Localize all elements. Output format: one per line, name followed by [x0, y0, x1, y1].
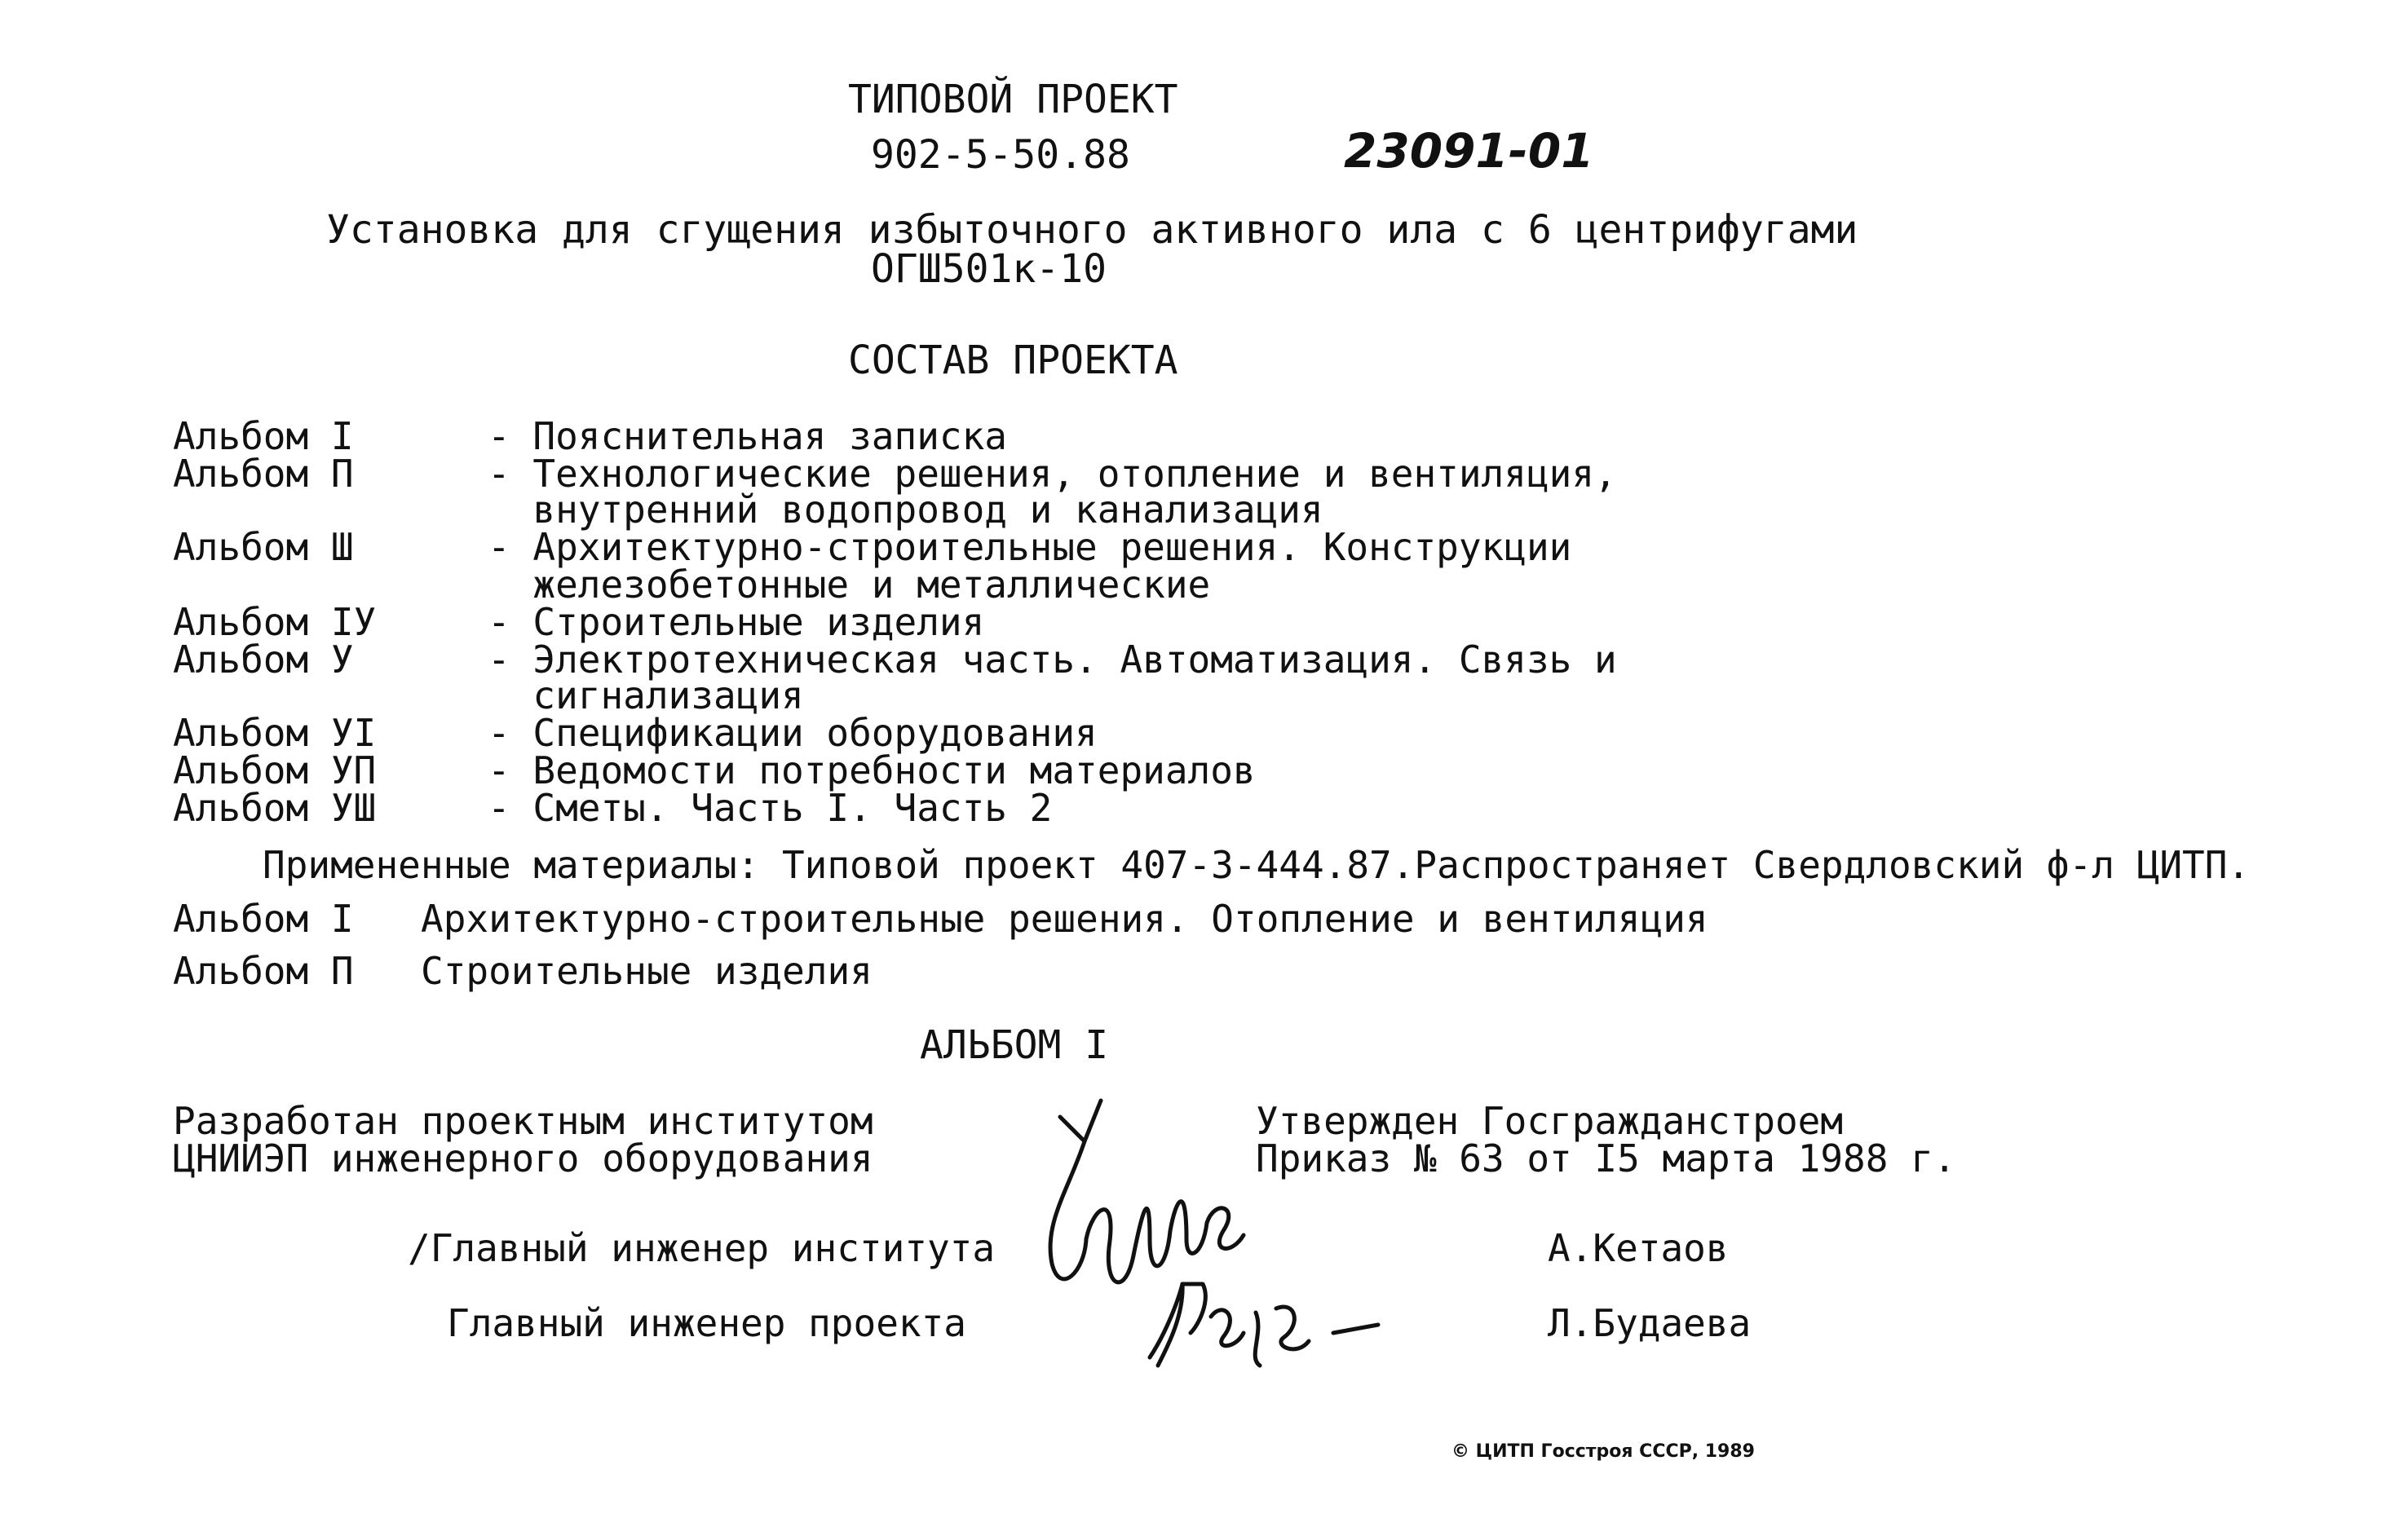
applied-materials-line: Примененные материалы: Типовой проект 407-3-444.87.Распространяет Свердловский ф-л ЦИТП. — [263, 843, 2251, 887]
signatory-role: Главный инженер проекта — [447, 1301, 966, 1345]
approved-by-line-2: Приказ № 63 от I5 марта 1988 г. — [1256, 1136, 1956, 1180]
album-label: Альбом Ш — [173, 525, 354, 569]
album-label: Альбом УI — [173, 711, 377, 755]
developed-by-line-1: Разработан проектным институтом — [173, 1099, 873, 1143]
album-desc: - Электротехническая часть. Автоматизация. Связь и — [488, 638, 1617, 682]
album-label: Альбом УП — [173, 748, 377, 792]
signature-chief-engineer-project — [1133, 1268, 1403, 1382]
document-title: ТИПОВОЙ ПРОЕКТ — [848, 77, 1178, 122]
project-number: 902-5-50.88 — [871, 132, 1130, 178]
applied-album-label: Альбом П — [173, 949, 354, 993]
album-label: Альбом У — [173, 638, 354, 682]
album-label: Альбом П — [173, 452, 354, 496]
copyright-note: © ЦИТП Госстроя СССР, 1989 — [1451, 1441, 1755, 1462]
signatory-name: А.Кетаов — [1548, 1226, 1729, 1270]
album-desc-continued: сигнализация — [488, 673, 804, 717]
inventory-number: 23091-01 — [1344, 123, 1594, 179]
album-desc-continued: железобетонные и металлические — [488, 563, 1211, 607]
applied-album-desc: Архитектурно-строительные решения. Отопление и вентиляция — [421, 897, 1708, 941]
composition-heading: СОСТАВ ПРОЕКТА — [848, 338, 1178, 383]
album-desc: - Ведомости потребности материалов — [488, 748, 1256, 792]
subject-line-2: ОГШ501к-10 — [871, 246, 1107, 292]
approved-by-line-1: Утвержден Госгражданстроем — [1256, 1099, 1844, 1143]
album-desc: - Технологические решения, отопление и вентиляция, — [488, 452, 1617, 496]
album-label: Альбом I — [173, 414, 354, 458]
applied-album-label: Альбом I — [173, 897, 354, 941]
album-label: Альбом УШ — [173, 786, 377, 830]
applied-album-desc: Строительные изделия — [421, 949, 873, 993]
album-desc-continued: внутренний водопровод и канализация — [488, 488, 1323, 532]
signatory-name: Л.Будаева — [1548, 1301, 1752, 1345]
album-desc: - Сметы. Часть I. Часть 2 — [488, 786, 1053, 830]
signatory-role: /Главный инженер института — [408, 1226, 996, 1270]
album-desc: - Архитектурно-строительные решения. Конструкции — [488, 525, 1572, 569]
developed-by-line-2: ЦНИИЭП инженерного оборудования — [173, 1136, 873, 1180]
album-desc: - Строительные изделия — [488, 600, 985, 644]
album-desc: - Пояснительная записка — [488, 414, 1007, 458]
album-desc: - Спецификации оборудования — [488, 711, 1098, 755]
subject-line-1: Установка для сгущения избыточного активного ила с 6 центрифугами — [326, 207, 1858, 253]
album-label: Альбом IУ — [173, 600, 377, 644]
album-heading: АЛЬБОМ I — [920, 1022, 1109, 1068]
